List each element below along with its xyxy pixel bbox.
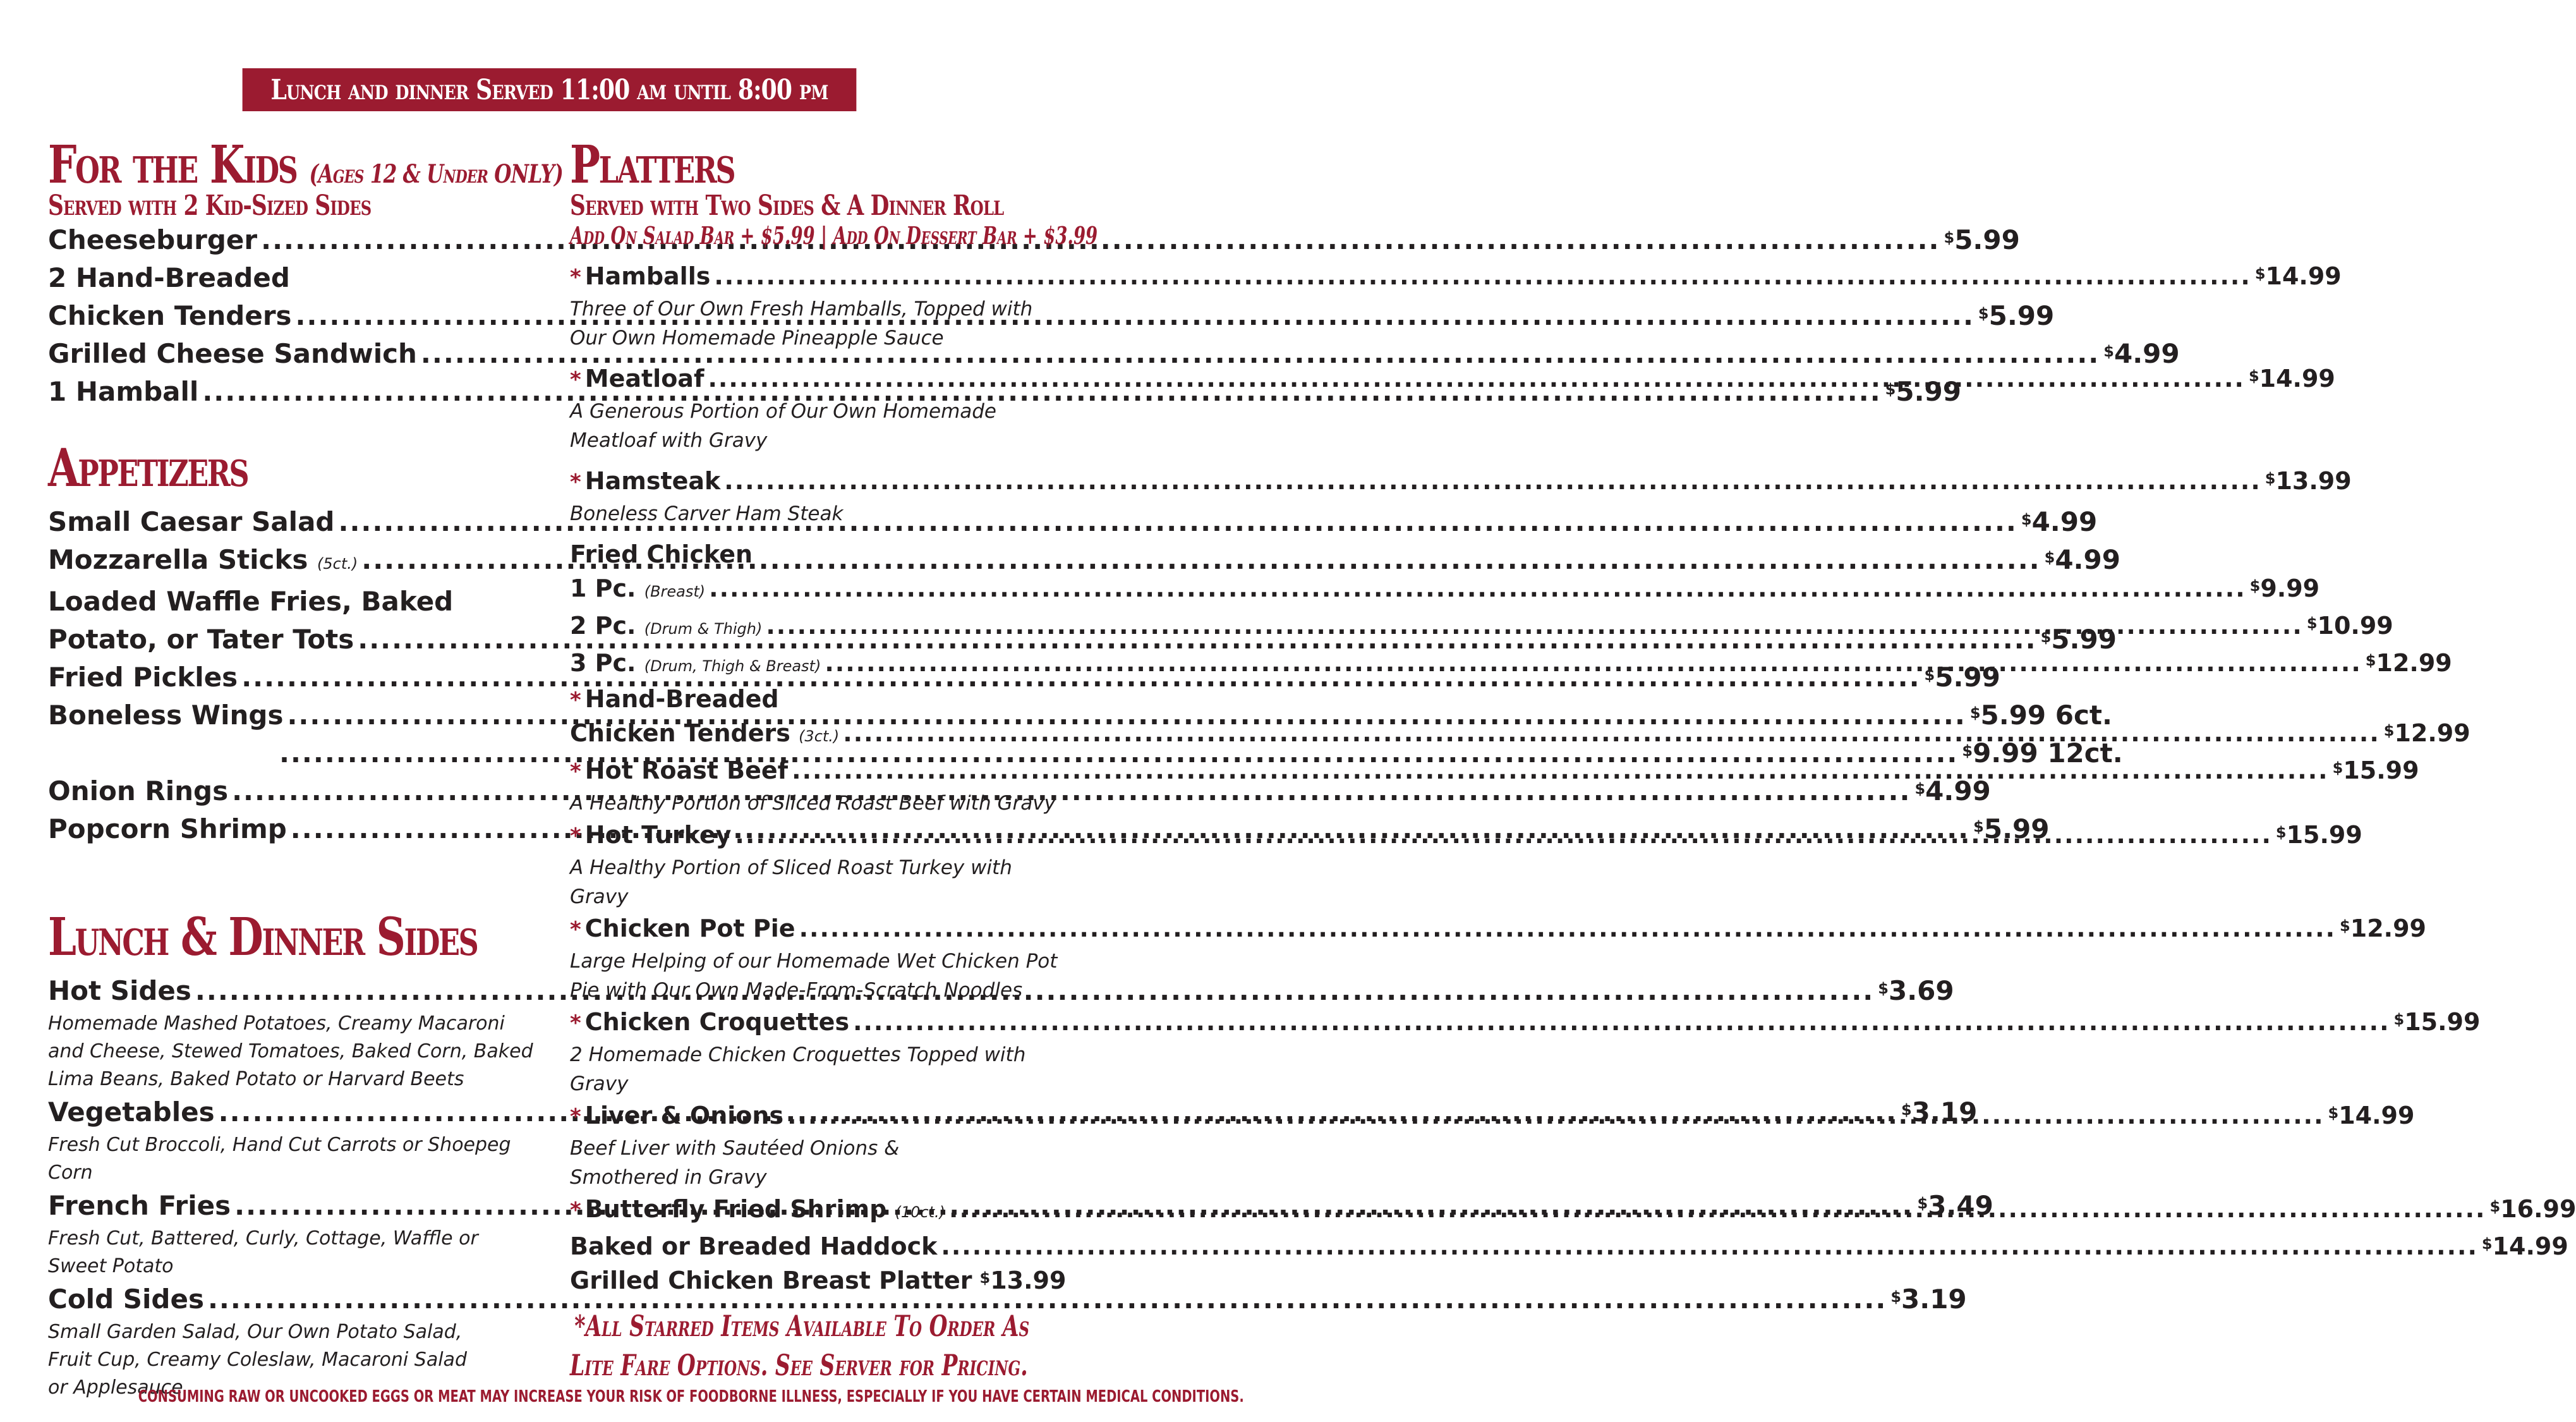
item-description: A Healthy Portion of Sliced Roast Beef with Gravy: [570, 791, 1056, 815]
item-name: Popcorn Shrimp: [48, 813, 287, 845]
item-name: Chicken Tenders: [48, 300, 292, 332]
item-price: $12.99: [2383, 719, 2470, 747]
item-name: Cold Sides: [48, 1284, 204, 1315]
item-price: $5.99: [1978, 300, 2055, 332]
item-price: $5.99: [1924, 662, 2000, 693]
menu-item: [570, 716, 2470, 753]
item-description: 2 Homemade Chicken Croquettes Topped with Gravy: [570, 1043, 1026, 1095]
item-name: * Liver & Onions: [570, 1101, 784, 1129]
lite-fare-note-line1: *All Starred Items Available To Order As: [574, 1308, 1030, 1343]
item-name: * Butterfly Fried Shrimp (10ct.): [570, 1194, 946, 1223]
item-description: A Generous Portion of Our Own Homemade Meatloaf with Gravy: [570, 399, 997, 452]
item-price: $13.99: [2265, 466, 2352, 495]
item-price: $14.99: [2481, 1232, 2568, 1260]
item-price: $15.99: [2332, 756, 2419, 784]
item-name: French Fries: [48, 1190, 231, 1222]
leader-dots: [799, 911, 2336, 945]
item-description: A Healthy Portion of Sliced Roast Turkey with Gravy: [570, 856, 1012, 908]
item-price: $13.99: [979, 1266, 1067, 1294]
item-price: $12.99: [2365, 648, 2452, 677]
menu-item: [570, 571, 2320, 609]
item-price: $9.99: [2249, 574, 2320, 602]
leader-dots: [735, 818, 2271, 852]
item-name-line1: Loaded Waffle Fries, Baked: [48, 586, 454, 617]
item-description: Homemade Mashed Potatoes, Creamy Macaroni and Cheese, Stewed Tomatoes, Baked Corn, Baked Lima Beans, Baked Potato or Harvard Beets: [48, 1012, 533, 1091]
item-name: Grilled Cheese Sandwich: [48, 338, 417, 370]
item-price: $12.99: [2340, 914, 2426, 942]
leader-dots: [296, 297, 1974, 335]
kids-subtitle: Served with 2 Kid-Sized Sides: [48, 190, 372, 222]
item-name: 1 Pc. (Breast): [570, 574, 706, 602]
item-price: $4.99: [2021, 506, 2098, 538]
item-name: * Chicken Croquettes: [570, 1007, 850, 1036]
leader-dots: [843, 716, 2379, 750]
kids-title-text: For the Kids: [48, 135, 297, 195]
item-price: $3.19: [1890, 1284, 1967, 1315]
item-name: Cheeseburger: [48, 224, 258, 256]
item-price: $5.99: [1944, 224, 2020, 256]
item-description: Large Helping of our Homemade Wet Chicken Pot Pie with Our Own Made-From-Scratch Noodles: [570, 949, 1058, 1002]
appetizers-title: Appetizers: [48, 438, 248, 499]
item-price: $14.99: [2248, 364, 2335, 392]
item-name: 3 Pc. (Drum, Thigh & Breast): [570, 648, 821, 677]
item-name: Vegetables: [48, 1097, 215, 1128]
leader-dots: [941, 1229, 2477, 1263]
leader-dots: [724, 464, 2261, 498]
item-name: Boneless Wings: [48, 700, 284, 731]
item-name: Potato, or Tater Tots: [48, 624, 354, 655]
menu-item: [570, 1005, 2481, 1040]
leader-dots: [792, 753, 2328, 787]
item-price: $4.99: [2044, 544, 2120, 576]
leader-dots: [709, 571, 2246, 605]
platters-subtitle: Served with Two Sides & A Dinner Roll: [570, 190, 1004, 222]
menu-item: [570, 259, 2342, 295]
kids-age-note: (Ages 12 & Under ONLY): [309, 159, 564, 189]
menu-item: [570, 1229, 2568, 1263]
item-description: Beef Liver with Sautéed Onions & Smothered in Gravy: [570, 1136, 900, 1189]
leader-dots: [949, 1192, 2486, 1226]
menu-item: [48, 335, 2180, 373]
item-name: Mozzarella Sticks (5ct.): [48, 544, 358, 576]
item-description: Three of Our Own Fresh Hamballs, Topped with Our Own Homemade Pineapple Sauce: [570, 297, 1033, 349]
item-name: * Meatloaf: [570, 364, 704, 392]
item-price: $4.99: [1914, 775, 1991, 807]
item-name: * Hot Roast Beef: [570, 756, 789, 784]
food-safety-disclaimer: CONSUMING RAW OR UNCOOKED EGGS OR MEAT MAY INCREASE YOUR RISK OF FOODBORNE ILLNESS, ESPECIALLY IF YOU HAVE CERTAIN MEDICAL CONDITIONS.: [138, 1387, 1244, 1406]
item-name: Grilled Chicken Breast Platter: [570, 1266, 972, 1294]
menu-item: [570, 911, 2426, 947]
lite-fare-note-line2: Lite Fare Options. See Server for Pricing.: [570, 1347, 1028, 1382]
item-price: $15.99: [2275, 820, 2362, 849]
item-price: $5.99: [2040, 624, 2117, 655]
kids-title: [48, 135, 564, 195]
item-description: Fresh Cut, Battered, Curly, Cottage, Waffle or Sweet Potato: [48, 1227, 478, 1278]
menu-item: [570, 1263, 1067, 1297]
sides-title: Lunch & Dinner Sides: [48, 907, 478, 968]
platters-title: Platters: [570, 135, 735, 195]
item-price: $3.19: [1901, 1097, 1978, 1128]
item-name-line1: 2 Hand-Breaded: [48, 262, 290, 294]
item-name: Onion Rings: [48, 775, 229, 807]
item-price: $15.99: [2393, 1007, 2481, 1036]
item-name: * Hamballs: [570, 262, 711, 290]
item-name: Baked or Breaded Haddock: [570, 1232, 938, 1260]
leader-dots: [853, 1005, 2390, 1039]
item-name: Small Caesar Salad: [48, 506, 335, 538]
leader-dots: [714, 259, 2251, 293]
hours-banner: Lunch and dinner Served 11:00 am until 8:00 pm: [243, 68, 857, 111]
item-price: $9.99 12ct.: [1962, 738, 2123, 769]
item-price: $4.99: [2103, 338, 2180, 370]
item-price: $10.99: [2306, 611, 2393, 640]
menu-item: [570, 464, 2352, 499]
platters-addon: Add On Salad Bar + $5.99 | Add On Dessert Bar + $3.99: [570, 221, 1098, 250]
item-name: * Hot Turkey: [570, 820, 732, 849]
item-name: 1 Hamball: [48, 376, 199, 408]
item-name-line1: * Hand-Breaded: [570, 684, 779, 713]
item-name: * Hamsteak: [570, 466, 721, 495]
item-price: $14.99: [2254, 262, 2342, 290]
item-price: $5.99 6ct.: [1969, 700, 2112, 731]
item-price: $5.99: [1885, 376, 1962, 408]
leader-dots: [708, 362, 2244, 396]
item-name: Fried Pickles: [48, 662, 238, 693]
item-description: Boneless Carver Ham Steak: [570, 502, 844, 525]
leader-dots: [787, 1098, 2324, 1133]
item-price: $5.99: [1973, 813, 2050, 845]
item-price: $14.99: [2328, 1101, 2415, 1129]
item-price: $16.99: [2489, 1194, 2576, 1223]
item-name: 2 Pc. (Drum & Thigh): [570, 611, 763, 640]
item-price: $3.49: [1917, 1190, 1993, 1222]
item-name: Hot Sides: [48, 975, 191, 1007]
item-description: Small Garden Salad, Our Own Potato Salad, Fruit Cup, Creamy Coleslaw, Macaroni Salad or Applesauce: [48, 1321, 467, 1399]
item-price: $3.69: [1878, 975, 1954, 1007]
leader-dots: [825, 646, 2361, 680]
leader-dots: [766, 609, 2302, 643]
leader-dots: [261, 221, 1940, 259]
item-name: Chicken Tenders (3ct.): [570, 719, 840, 747]
menu-item: [570, 818, 2362, 853]
fried-chicken-heading: Fried Chicken: [570, 540, 753, 568]
item-description: Fresh Cut Broccoli, Hand Cut Carrots or Shoepeg Corn: [48, 1134, 511, 1184]
item-name: * Chicken Pot Pie: [570, 914, 795, 942]
